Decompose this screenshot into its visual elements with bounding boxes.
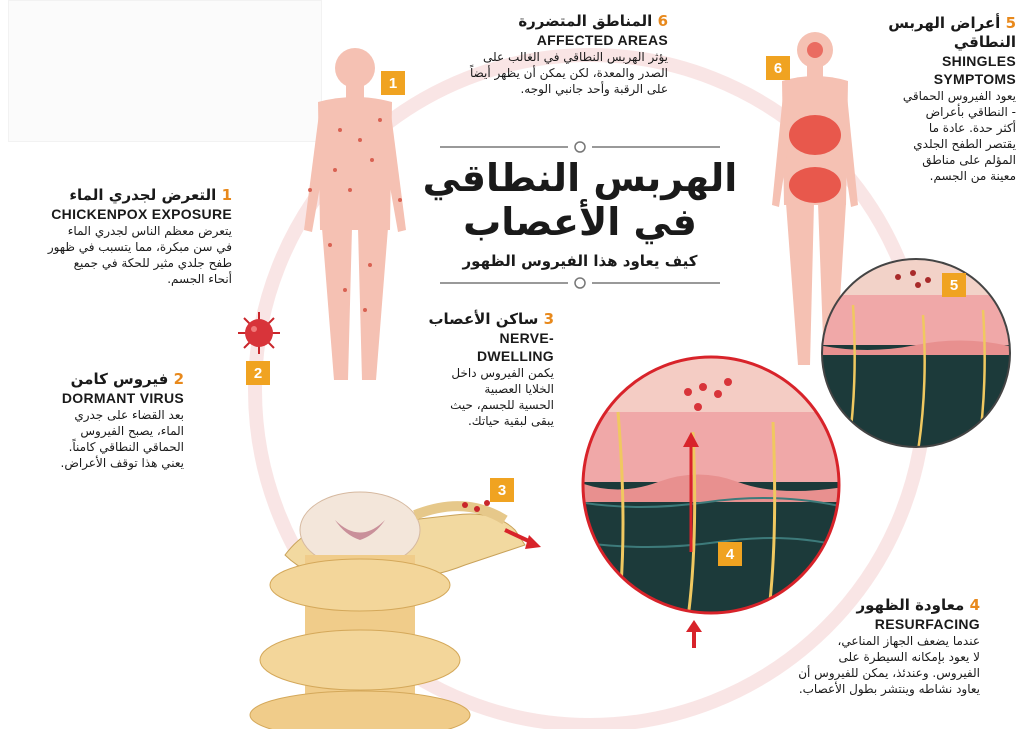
step-body-line: يعاود نشاطه وينتشر بطول الأعصاب. xyxy=(798,682,980,696)
title-block xyxy=(420,140,740,290)
step-body-line: يعني هذا توقف الأعراض. xyxy=(60,456,184,470)
step-title-ar: أعراض الهربس xyxy=(888,14,1001,32)
step-2-text xyxy=(4,370,184,471)
step-body-line: أكثر حدة. عادة ما xyxy=(928,121,1016,135)
gear-icon xyxy=(420,140,740,154)
step-body-line: أنحاء الجسم. xyxy=(167,272,232,286)
step-body-line: المؤلم على مناطق xyxy=(922,153,1016,167)
step-body-line: لا يعود بإمكانه السيطرة على xyxy=(838,650,980,664)
step-body-line: بعد القضاء على جدري xyxy=(74,408,184,422)
step-body-line: يتعرض معظم الناس لجدري الماء xyxy=(67,224,232,238)
step-badge-6: 6 xyxy=(766,56,790,80)
step-1-text xyxy=(2,186,232,287)
page-title-line2: في الأعصاب xyxy=(463,200,697,244)
step-body-line: يقتصر الطفح الجلدي xyxy=(913,137,1016,151)
step-title-ar: ساكن الأعصاب xyxy=(428,310,539,328)
skin-crosssection-small xyxy=(818,255,1014,451)
spinal-cord-illustration xyxy=(215,475,545,729)
step-4-text xyxy=(700,596,980,697)
step-badge-2: 2 xyxy=(246,361,270,385)
step-body-line: الماء، يصبح الفيروس xyxy=(80,424,184,438)
step-title-en: RESURFACING xyxy=(874,616,980,632)
step-badge-5: 5 xyxy=(942,273,966,297)
step-number: 5 xyxy=(1005,14,1016,32)
step-title-en: CHICKENPOX EXPOSURE xyxy=(51,206,232,222)
step-body-line: - النطاقي بأعراض xyxy=(925,105,1016,119)
page-subtitle: كيف يعاود هذا الفيروس الظهور xyxy=(462,252,698,270)
step-title-ar: فيروس كامن xyxy=(70,370,169,388)
skin-crosssection-large xyxy=(578,352,844,618)
step-title-en: DORMANT VIRUS xyxy=(61,390,184,406)
step-title-en: AFFECTED AREAS xyxy=(536,32,668,48)
step-title-ar: التعرض لجدري الماء xyxy=(69,186,217,204)
step-6-text xyxy=(408,12,668,97)
step-3-text xyxy=(404,310,554,429)
step-body-line: يكمن الفيروس داخل xyxy=(451,366,554,380)
step-body-line: الخلايا العصبية xyxy=(484,382,554,396)
step-number: 1 xyxy=(221,186,232,204)
step-body-line: عندما يضعف الجهاز المناعي، xyxy=(837,634,980,648)
step-badge-3: 3 xyxy=(490,478,514,502)
virus-icon xyxy=(236,310,282,356)
step-number: 3 xyxy=(543,310,554,328)
step-number: 4 xyxy=(969,596,980,614)
step-body-line: الحسية للجسم، حيث xyxy=(450,398,554,412)
step-body-line: الصدر والمعدة، لكن يمكن أن يظهر أيضاً xyxy=(469,66,668,80)
step-body-line: الفيروس. وعندئذ، يمكن للفيروس أن xyxy=(798,666,980,680)
step-body-line: على الرقبة وأحد جانبي الوجه. xyxy=(520,82,668,96)
step-badge-4: 4 xyxy=(718,542,742,566)
step-number: 2 xyxy=(173,370,184,388)
step-number: 6 xyxy=(657,12,668,30)
step-title-en: NERVE- xyxy=(499,330,554,346)
step-badge-1: 1 xyxy=(381,71,405,95)
step-5-text xyxy=(866,14,1016,184)
step-title-ar: النطاقي xyxy=(953,33,1016,51)
step-body-line: الحماقي النطاقي كامناً. xyxy=(68,440,184,454)
step-title-en: SYMPTOMS xyxy=(933,71,1016,87)
page-title-line1: الهربس النطاقي xyxy=(422,156,738,200)
step-body-line: يعود الفيروس الحماقي xyxy=(902,89,1016,103)
step-title-ar: المناطق المتضررة xyxy=(518,12,653,30)
step-body-line: معينة من الجسم. xyxy=(929,169,1016,183)
gear-icon xyxy=(420,276,740,290)
step-body-line: طفح جلدي مثير للحكة في جميع xyxy=(73,256,232,270)
step-body-line: يؤثر الهربس النطاقي في الغالب على xyxy=(483,50,668,64)
step-title-ar: معاودة الظهور xyxy=(856,596,965,614)
step-body-line: يبقى لبقية حياتك. xyxy=(467,414,554,428)
step-title-en: SHINGLES xyxy=(942,53,1016,69)
step-body-line: في سن مبكرة، مما يتسبب في ظهور xyxy=(47,240,232,254)
step-title-en: DWELLING xyxy=(476,348,554,364)
